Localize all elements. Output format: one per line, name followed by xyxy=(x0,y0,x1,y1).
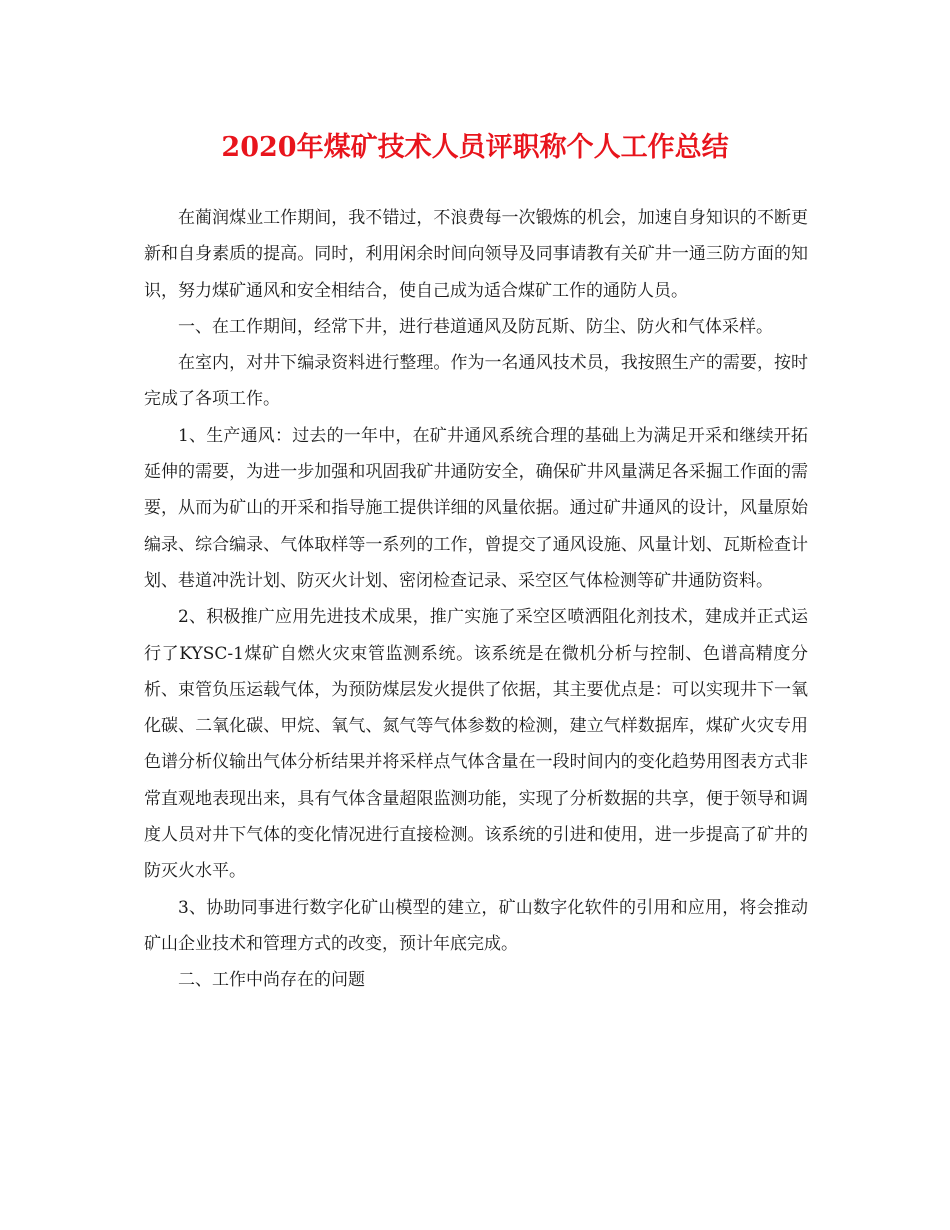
paragraph-intro: 在蔺润煤业工作期间，我不错过，不浪费每一次锻炼的机会，加速自身知识的不断更新和自身素质的提高。同时，利用闲余时间向领导及同事请教有关矿井一通三防方面的知识，努力煤矿通风和安全相结合，使自己成为适合煤矿工作的通防人员。 xyxy=(144,208,808,301)
document-title: 2020年煤矿技术人员评职称个人工作总结 xyxy=(221,132,729,163)
paragraph-section-one: 一、在工作期间，经常下井，进行巷道通风及防瓦斯、防尘、防火和气体采样。 xyxy=(178,316,773,337)
paragraph-section-two: 二、工作中尚存在的问题 xyxy=(178,970,365,991)
paragraph-indoor-work: 在室内，对井下编录资料进行整理。作为一名通风技术员，我按照生产的需要，按时完成了各项工作。 xyxy=(144,353,808,410)
document-body xyxy=(144,200,808,999)
paragraph-item-1: 1、生产通风：过去的一年中，在矿井通风系统合理的基础上为满足开采和继续开拓延伸的需要，为进一步加强和巩固我矿井通防安全，确保矿井风量满足各采掘工作面的需要，从而为矿山的开采和指导施工提供详细的风量依据。通过矿井通风的设计，风量原始编录、综合编录、气体取样等一系列的工作，曾提交了通风设施、风量计划、瓦斯检查计划、巷道冲洗计划、防灭火计划、密闭检查记录、采空区气体检测等矿井通防资料。 xyxy=(144,425,808,591)
paragraph-item-3: 3、协助同事进行数字化矿山模型的建立，矿山数字化软件的引用和应用，将会推动矿山企业技术和管理方式的改变，预计年底完成。 xyxy=(144,897,808,954)
paragraph-item-2: 2、积极推广应用先进技术成果，推广实施了采空区喷洒阻化剂技术，建成并正式运行了KYSC-1煤矿自燃火灾束管监测系统。该系统是在微机分析与控制、色谱高精度分析、束管负压运载气体，为预防煤层发火提供了依据，其主要优点是：可以实现井下一氧化碳、二氧化碳、甲烷、氧气、氮气等气体参数的检测，建立气样数据库，煤矿火灾专用色谱分析仪输出气体分析结果并将采样点气体含量在一段时间内的变化趋势用图表方式非常直观地表现出来，具有气体含量超限监测功能，实现了分析数据的共享，便于领导和调度人员对井下气体的变化情况进行直接检测。该系统的引进和使用，进一步提高了矿井的防灭火水平。 xyxy=(144,607,808,882)
